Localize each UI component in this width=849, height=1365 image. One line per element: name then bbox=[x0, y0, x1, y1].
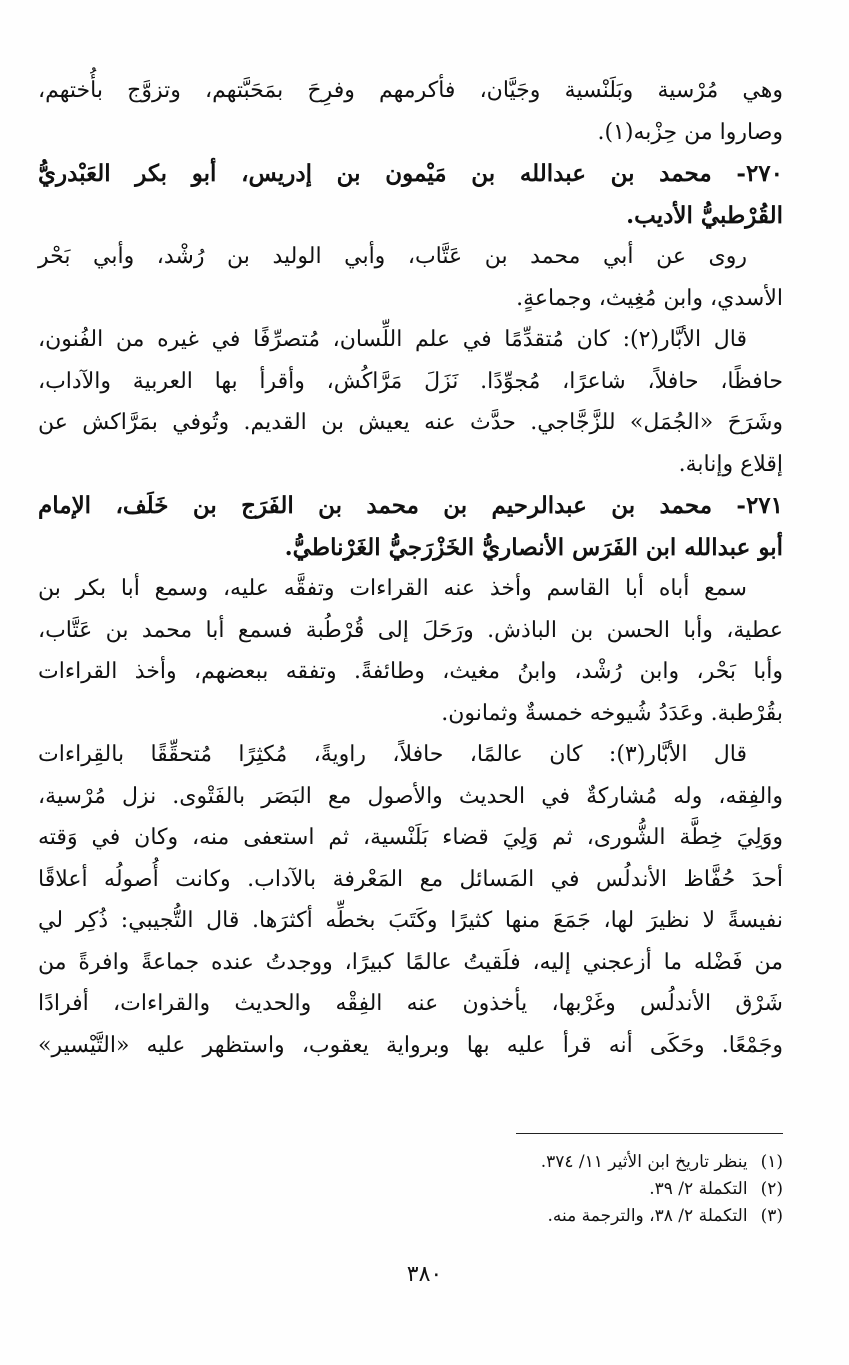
footnote-text: ينظر تاريخ ابن الأثير ١١/ ٣٧٤. bbox=[540, 1152, 748, 1172]
text-line: قال الأبَّار(٢): كان مُتقدِّمًا في علم اللِّسان، مُتصرِّفًا في غيره من الفُنون، bbox=[38, 327, 748, 352]
text-line: وأبا بَحْر، وابن رُشْد، وابنُ مغيث، وطائفةً. وتفقه ببعضهم، وأخذ القراءات bbox=[38, 659, 783, 684]
footnote-1 bbox=[38, 1149, 783, 1176]
text-line: ووَلِيَ خِطَّة الشُّورى، ثم وَلِيَ قضاء بَلَنْسية، ثم استعفى منه، وكان في وَقته bbox=[38, 825, 783, 850]
text-line: سمع أباه أبا القاسم وأخذ عنه القراءات وتفقَّه عليه، وسمع أبا بكر بن bbox=[38, 576, 747, 601]
text-line: وصاروا من حِزْبه(١). bbox=[597, 119, 783, 145]
footnote-2 bbox=[38, 1176, 783, 1203]
footnote-3 bbox=[38, 1203, 783, 1230]
text-line: والفِقه، وله مُشاركةٌ في الحديث والأصول مع البَصَر بالفَتْوى. نزل مُرْسية، bbox=[38, 783, 783, 809]
footnote-number: (١) bbox=[760, 1152, 783, 1172]
paragraph bbox=[38, 236, 783, 319]
entry-heading-270 bbox=[38, 153, 783, 236]
text-line: وشَرَحَ «الجُمَل» للزَّجَّاجي. حدَّث عنه يعيش بن القديم. وتُوفي بمَرَّاكش عن bbox=[38, 410, 783, 435]
heading-line: ٢٧١- محمد بن عبدالرحيم بن محمد بن الفَرَج بن خَلَف، الإمام bbox=[38, 492, 783, 519]
text-line: وهي مُرْسية وبَلَنْسية وجَيَّان، فأكرمهم وفرِحَ بمَحَبَّتهم، وتزوَّج بأُختهم، bbox=[38, 78, 783, 103]
footnote-text: التكملة ٢/ ٣٨، والترجمة منه. bbox=[547, 1206, 748, 1226]
text-line: الأسدي، وابن مُغِيث، وجماعةٍ. bbox=[516, 285, 783, 311]
text-line: وجَمْعًا. وحَكَى أنه قرأ عليه بها وبرواية يعقوب، واستظهر عليه «التَّيْسير» bbox=[38, 1032, 783, 1058]
heading-line: القُرْطبيُّ الأديب. bbox=[626, 201, 783, 229]
paragraph bbox=[38, 319, 783, 485]
text-line: من فَضْله ما أزعجني إليه، فلَقيتُ عالمًا كبيرًا، ووجدتُ عنده جماعةً وافرةً من bbox=[38, 949, 783, 975]
entry-heading-271 bbox=[38, 485, 783, 568]
text-line: روى عن أبي محمد بن عَتَّاب، وأبي الوليد بن رُشْد، وأبي بَحْر bbox=[38, 244, 747, 269]
footnote-text: التكملة ٢/ ٣٩. bbox=[649, 1179, 748, 1199]
paragraph bbox=[38, 568, 783, 734]
text-line: إقلاع وإنابة. bbox=[678, 451, 783, 477]
text-line: قال الأبَّار(٣): كان عالمًا، حافلاً، راويةً، مُكثِرًا مُتحقِّقًا بالقِراءات bbox=[38, 742, 748, 767]
text-line: عطية، وأبا الحسن بن الباذش. ورَحَلَ إلى قُرْطُبة فسمع أبا محمد بن عَتَّاب، bbox=[38, 617, 783, 643]
text-line: شَرْق الأندلُس وغَرْبها، يأخذون عنه الفِقْه والحديث والقراءات، أفرادًا bbox=[38, 991, 783, 1016]
main-text bbox=[38, 70, 783, 1066]
heading-line: ٢٧٠- محمد بن عبدالله بن مَيْمون بن إدريس، أبو بكر العَبْدريُّ bbox=[38, 160, 783, 187]
footnotes bbox=[38, 1149, 783, 1230]
footnote-number: (٢) bbox=[760, 1179, 783, 1199]
paragraph-continuation bbox=[38, 70, 783, 153]
text-line: نفيسةً لا نظيرَ لها، جَمَعَ منها كثيرًا وكَتَبَ بخطِّه أكثرَها. قال التُّجيبي: ذُكِر لي bbox=[38, 908, 783, 933]
text-line: بقُرْطبة. وعَدَدُ شُيوخه خمسةٌ وثمانون. bbox=[441, 700, 783, 726]
page-number: ٣٨٠ bbox=[406, 1262, 443, 1287]
paragraph bbox=[38, 734, 783, 1066]
text-line: أحدَ حُفَّاظ الأندلُس في المَسائل مع المَعْرفة بالآداب. وكانت أُصولُه أعلاقًا bbox=[38, 866, 783, 892]
footnote-number: (٣) bbox=[760, 1206, 783, 1226]
text-line: حافظًا، حافلاً، شاعرًا، مُجوِّدًا. نَزَلَ مَرَّاكُش، وأقرأ بها العربية والآداب، bbox=[38, 368, 783, 394]
footnote-separator bbox=[516, 1133, 783, 1134]
heading-line: أبو عبدالله ابن الفَرَس الأنصاريُّ الخَزْرَجيُّ الغَرْناطيُّ. bbox=[284, 533, 783, 561]
